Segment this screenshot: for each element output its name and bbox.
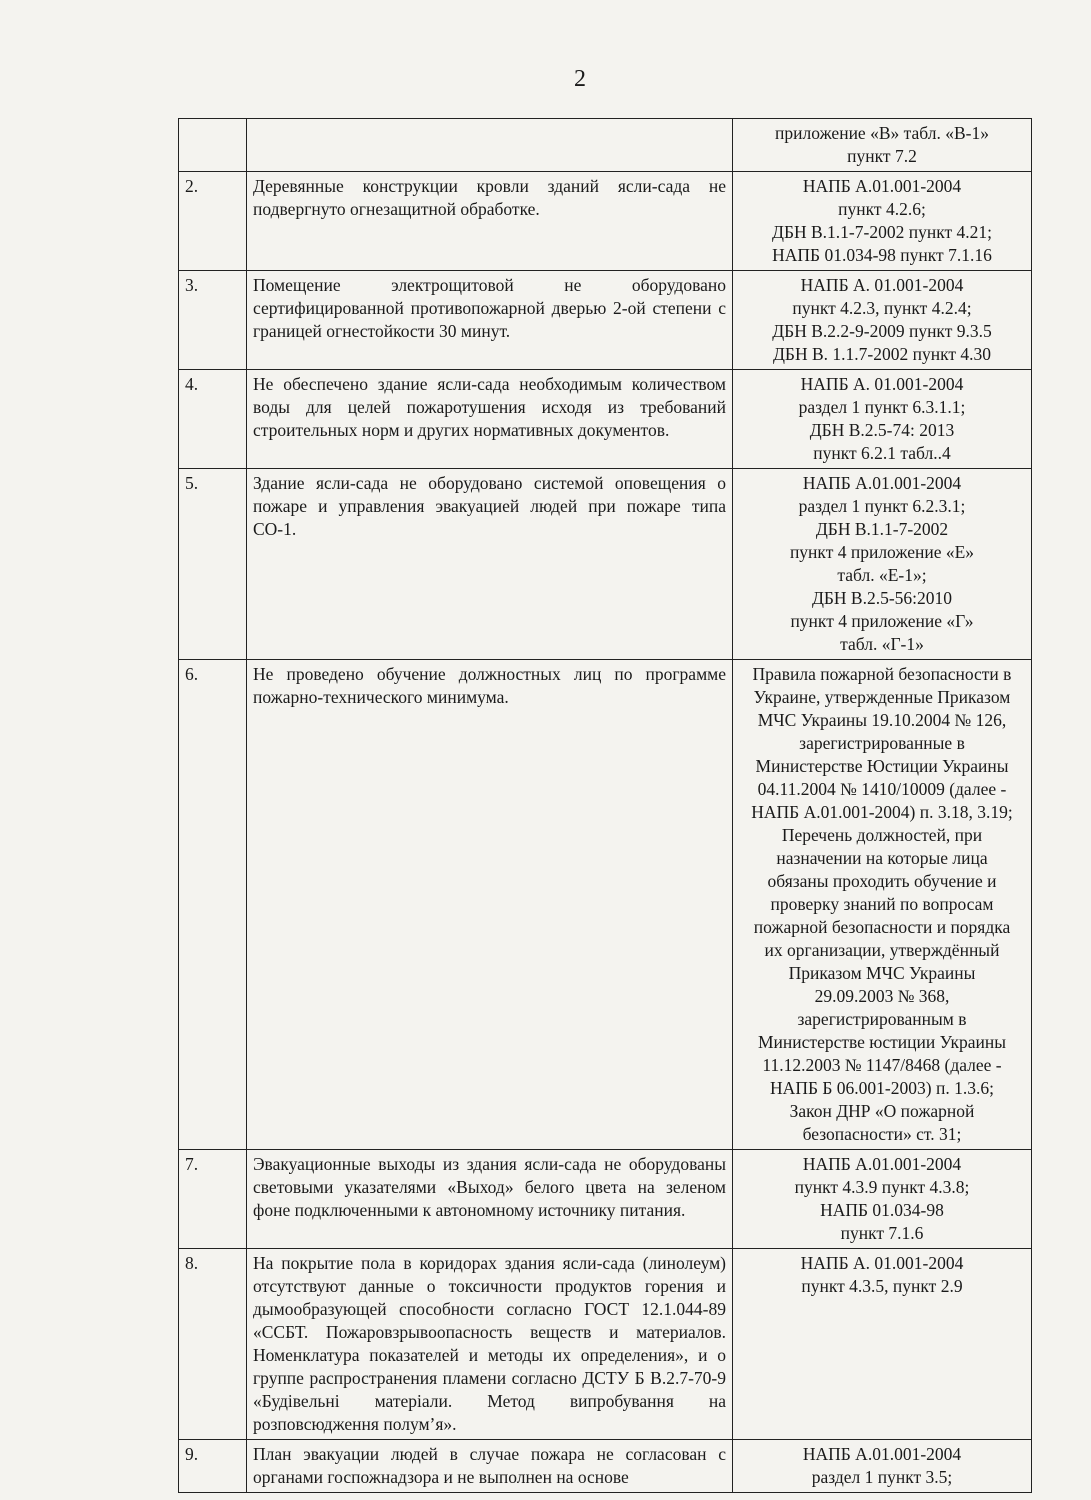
- reference-line: обязаны проходить обучение и: [767, 871, 997, 891]
- table-row: [179, 469, 1032, 660]
- table-row: [179, 1440, 1032, 1493]
- reference-line: зарегистрированным в: [797, 1009, 967, 1029]
- reference-line: пункт 4.3.9 пункт 4.3.8;: [794, 1177, 970, 1197]
- reference-line: Перечень должностей, при: [781, 825, 983, 845]
- row-number: 9.: [179, 1440, 247, 1493]
- violation-description: Не проведено обучение должностных лиц по программе пожарно-технического минимума.: [247, 660, 733, 1150]
- reference-line: НАПБ А. 01.001-2004: [800, 374, 964, 394]
- reference-line: 29.09.2003 № 368,: [814, 986, 950, 1006]
- reference-line: раздел 1 пункт 6.2.3.1;: [798, 496, 966, 516]
- reference-line: 04.11.2004 № 1410/10009 (далее -: [757, 779, 1007, 799]
- reference-line: НАПБ 01.034-98: [820, 1200, 944, 1220]
- reference-line: назначении на которые лица: [776, 848, 988, 868]
- row-number: 6.: [179, 660, 247, 1150]
- reference-line: пункт 4.3.5, пункт 2.9: [801, 1276, 963, 1296]
- violation-description: Здание ясли-сада не оборудовано системой оповещения о пожаре и управления эвакуацией людей при пожаре типа СО-1.: [247, 469, 733, 660]
- table-row: [179, 119, 1032, 172]
- reference-line: пожарной безопасности и порядка: [753, 917, 1011, 937]
- reference-line: 11.12.2003 № 1147/8468 (далее -: [762, 1055, 1002, 1075]
- violation-description: [247, 119, 733, 172]
- reference-line: ДБН В.1.1-7-2002: [815, 519, 949, 539]
- reference-line: НАПБ 01.034-98 пункт 7.1.16: [772, 245, 992, 265]
- reference-line: безопасности» ст. 31;: [802, 1124, 962, 1144]
- reference-line: раздел 1 пункт 3.5;: [811, 1467, 953, 1487]
- reference-line: НАПБ А.01.001-2004: [802, 473, 962, 493]
- reference-line: ДБН В. 1.1.7-2002 пункт 4.30: [772, 344, 992, 364]
- regulation-reference: [733, 370, 1032, 469]
- reference-line: ДБН В.2.5-56:2010: [811, 588, 953, 608]
- reference-line: Украине, утвержденные Приказом: [753, 687, 1011, 707]
- reference-line: НАПБ А.01.001-2004: [802, 1154, 962, 1174]
- regulation-reference: [733, 172, 1032, 271]
- reference-line: МЧС Украины 19.10.2004 № 126,: [757, 710, 1007, 730]
- reference-line: зарегистрированные в: [799, 733, 965, 753]
- reference-line: НАПБ А.01.001-2004: [802, 176, 962, 196]
- reference-line: пункт 4.2.6;: [838, 199, 926, 219]
- reference-line: ДБН В.2.2-9-2009 пункт 9.3.5: [772, 321, 992, 341]
- table-row: [179, 660, 1032, 1150]
- regulation-reference: [733, 1249, 1032, 1440]
- regulation-reference: [733, 119, 1032, 172]
- regulation-reference: [733, 271, 1032, 370]
- row-number: 4.: [179, 370, 247, 469]
- reference-line: раздел 1 пункт 6.3.1.1;: [798, 397, 966, 417]
- row-number: 3.: [179, 271, 247, 370]
- violation-description: План эвакуации людей в случае пожара не согласован с органами госпожнадзора и не выполнен на основе: [247, 1440, 733, 1493]
- table-row: [179, 172, 1032, 271]
- reference-line: Министерстве юстиции Украины: [758, 1032, 1006, 1052]
- reference-line: пункт 4.2.3, пункт 4.2.4;: [792, 298, 972, 318]
- reference-line: табл. «Г-1»: [840, 634, 924, 654]
- reference-line: пункт 6.2.1 табл..4: [813, 443, 951, 463]
- violation-description: Эвакуационные выходы из здания ясли-сада не оборудованы световыми указателями «Выход» белого цвета на зеленом фоне подключенными к автономному источнику питания.: [247, 1150, 733, 1249]
- reference-line: ДБН В.2.5-74: 2013: [809, 420, 955, 440]
- reference-line: НАПБ А. 01.001-2004: [800, 1253, 964, 1273]
- reference-line: проверку знаний по вопросам: [770, 894, 994, 914]
- regulation-reference: [733, 1440, 1032, 1493]
- reference-line: Министерстве Юстиции Украины: [755, 756, 1009, 776]
- row-number: 2.: [179, 172, 247, 271]
- violation-description: Помещение электрощитовой не оборудовано сертифицированной противопожарной дверью 2-ой степени с границей огнестойкости 30 минут.: [247, 271, 733, 370]
- violations-table: [178, 118, 1032, 1493]
- row-number: 5.: [179, 469, 247, 660]
- reference-line: их организации, утверждённый: [764, 940, 1000, 960]
- reference-line: НАПБ Б 06.001-2003) п. 1.3.6;: [770, 1078, 994, 1098]
- table-row: [179, 271, 1032, 370]
- reference-line: Закон ДНР «О пожарной: [789, 1101, 975, 1121]
- reference-line: табл. «Е-1»;: [837, 565, 927, 585]
- violation-description: На покрытие пола в коридорах здания ясли-сада (линолеум) отсутствуют данные о токсичности продуктов горения и дымообразующей способности согласно ГОСТ 12.1.044-89 «ССБТ. Пожаровзрывоопасность веществ и материалов. Номенклатура показателей и методы их определения», и о группе распространения пламени согласно ДСТУ Б В.2.7-70-9 «Будівельні матеріали. Метод випробування на розповсюдження полум’я».: [247, 1249, 733, 1440]
- reference-line: НАПБ А.01.001-2004) п. 3.18, 3.19;: [751, 802, 1013, 822]
- row-number: 8.: [179, 1249, 247, 1440]
- reference-line: Приказом МЧС Украины: [788, 963, 976, 983]
- reference-line: пункт 7.2: [847, 146, 917, 166]
- table-row: [179, 370, 1032, 469]
- table-row: [179, 1249, 1032, 1440]
- reference-line: пункт 4 приложение «Е»: [789, 542, 975, 562]
- regulation-reference: [733, 660, 1032, 1150]
- violation-description: Деревянные конструкции кровли зданий ясли-сада не подвергнуто огнезащитной обработке.: [247, 172, 733, 271]
- regulation-reference: [733, 469, 1032, 660]
- regulation-reference: [733, 1150, 1032, 1249]
- violation-description: Не обеспечено здание ясли-сада необходимым количеством воды для целей пожаротушения исходя из требований строительных норм и других нормативных документов.: [247, 370, 733, 469]
- table-row: [179, 1150, 1032, 1249]
- reference-line: пункт 4 приложение «Г»: [790, 611, 974, 631]
- violations-table-body: [179, 119, 1032, 1493]
- reference-line: приложение «В» табл. «В-1»: [775, 123, 989, 143]
- reference-line: ДБН В.1.1-7-2002 пункт 4.21;: [772, 222, 992, 242]
- row-number: [179, 119, 247, 172]
- row-number: 7.: [179, 1150, 247, 1249]
- reference-line: НАПБ А.01.001-2004: [802, 1444, 962, 1464]
- reference-line: НАПБ А. 01.001-2004: [800, 275, 964, 295]
- page-number: 2: [574, 66, 586, 92]
- reference-line: пункт 7.1.6: [840, 1223, 924, 1243]
- reference-line: Правила пожарной безопасности в: [752, 664, 1012, 684]
